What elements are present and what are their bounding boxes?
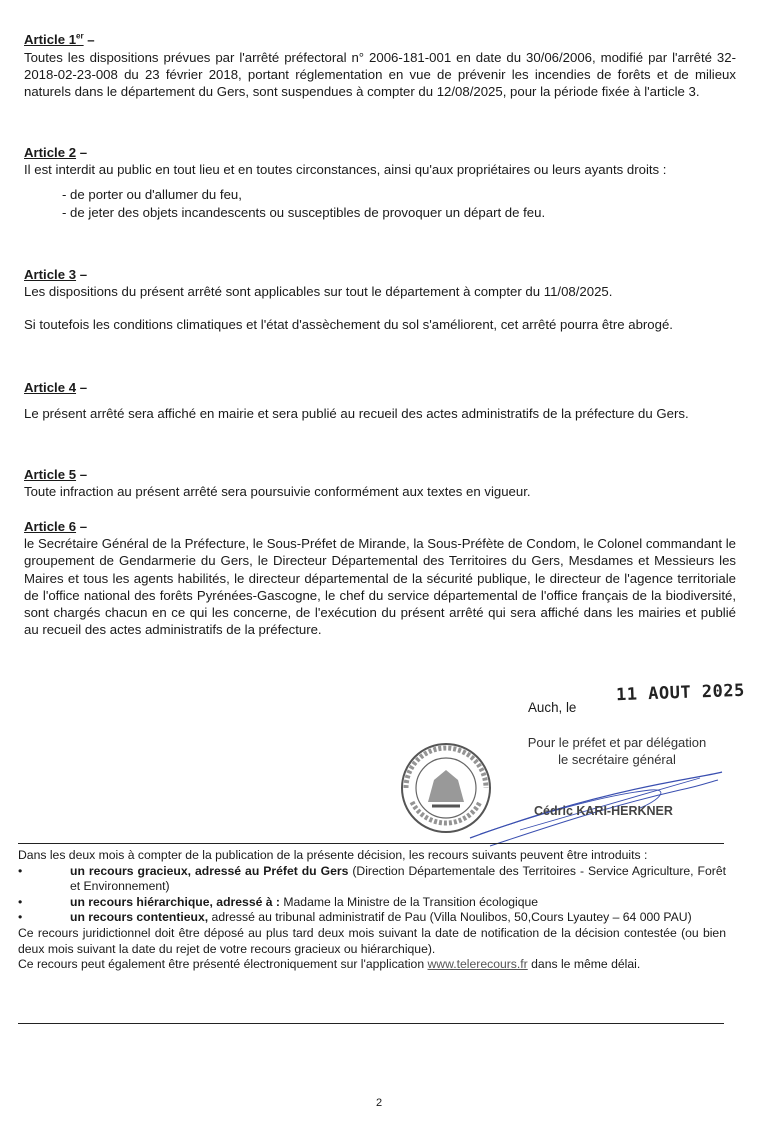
bullet-icon: •	[18, 910, 23, 925]
article-6-title: Article 6 –	[24, 519, 88, 534]
article-3	[24, 266, 736, 334]
appeal-intro: Dans les deux mois à compter de la publication de la présente décision, les recours suivants peuvent être introduits :	[18, 848, 648, 862]
telerecours-link[interactable]: www.telerecours.fr	[427, 957, 528, 972]
article-4-title: Article 4 –	[24, 380, 88, 395]
divider	[18, 1023, 724, 1024]
list-item: • un recours gracieux, adressé au Préfet du Gers (Direction Départementale des Territoires - Service Agriculture, Forêt et Environnement)	[18, 863, 726, 894]
article-5-title: Article 5 –	[24, 467, 88, 482]
article-2-list	[62, 186, 736, 220]
article-3-title: Article 3 –	[24, 267, 88, 282]
article-3-text-1: Les dispositions du présent arrêté sont applicables sur tout le département à compter du 11/08/2025.	[24, 284, 613, 300]
delegation-line-1: Pour le préfet et par délégation	[527, 735, 707, 750]
appeal-online: Ce recours peut également être présenté électroniquement sur l'application www.telerecours.fr dans le même délai.	[18, 957, 641, 972]
article-1-text: Toutes les dispositions prévues par l'arrêté préfectoral n° 2006-181-001 en date du 30/06/2006, modifié par l'arrêté 32-2018-02-23-008 du 23 février 2018, portant réglementation en vue de prévenir les incendies de forêts et de milieux naturels dans le département du Gers, sont suspendues à compter du 12/08/2025, pour la période fixée à l'article 3.	[24, 49, 736, 99]
article-1-title: Article 1er –	[24, 32, 95, 48]
page-number: 2	[375, 1097, 383, 1109]
article-2-title: Article 2 –	[24, 145, 88, 160]
article-5	[24, 466, 736, 500]
list-item: • un recours hiérarchique, adressé à : Madame la Ministre de la Transition écologique	[18, 894, 539, 909]
article-6-text: le Secrétaire Général de la Préfecture, le Sous-Préfet de Mirande, la Sous-Préfète de Condom, le Colonel commandant le groupement de Gendarmerie du Gers, le Directeur Départemental des Territoires du Gers, Mesdames et Messieurs les Maires et tous les agents habilités, le directeur départemental de la sécurité publique, le directeur de l'agence territoriale de l'office national des forêts Pyrénées-Gascogne, le chef du service départemental de l'office français de la biodiversité, sont chargés chacun en ce qui les concerne, de l'exécution du présent arrêté qui sera affiché dans les mairies et publié au recueil des actes administratifs de la préfecture.	[24, 536, 736, 638]
article-2	[24, 144, 736, 221]
article-1	[24, 28, 736, 100]
list-item: - de porter ou d'allumer du feu,	[62, 187, 242, 203]
date-stamp: 11 AOUT 2025	[615, 680, 746, 706]
divider	[18, 843, 724, 844]
article-3-text-2: Si toutefois les conditions climatiques et l'état d'assèchement du sol s'améliorent, cet arrêté pourra être abrogé.	[24, 317, 673, 333]
bullet-icon: •	[18, 894, 23, 909]
signatory-name: Cédric KARI-HERKNER	[534, 804, 673, 818]
appeal-deadline: Ce recours juridictionnel doit être déposé au plus tard deux mois suivant la date de notification de la décision contestée (ou bien deux mois suivant la date du rejet de votre recours gracieux ou hiérarchique).	[18, 925, 726, 956]
article-4-text: Le présent arrêté sera affiché en mairie et sera publié au recueil des actes administratifs de la préfecture du Gers.	[24, 406, 689, 422]
signature-place: Auch, le	[528, 700, 577, 715]
delegation-line-2: le secrétaire général	[558, 752, 676, 767]
bullet-icon: •	[18, 863, 23, 878]
article-2-text: Il est interdit au public en tout lieu et en toutes circonstances, ainsi qu'aux propriétaires ou leurs ayants droits :	[24, 162, 667, 178]
article-5-text: Toute infraction au présent arrêté sera poursuivie conformément aux textes en vigueur.	[24, 484, 531, 500]
article-6	[24, 518, 736, 638]
appeal-notice	[18, 848, 726, 973]
list-item: • un recours contentieux, adressé au tribunal administratif de Pau (Villa Noulibos, 50,Cours Lyautey – 64 000 PAU)	[18, 910, 692, 925]
list-item: - de jeter des objets incandescents ou susceptibles de provoquer un départ de feu.	[62, 204, 546, 220]
article-4	[24, 379, 736, 422]
